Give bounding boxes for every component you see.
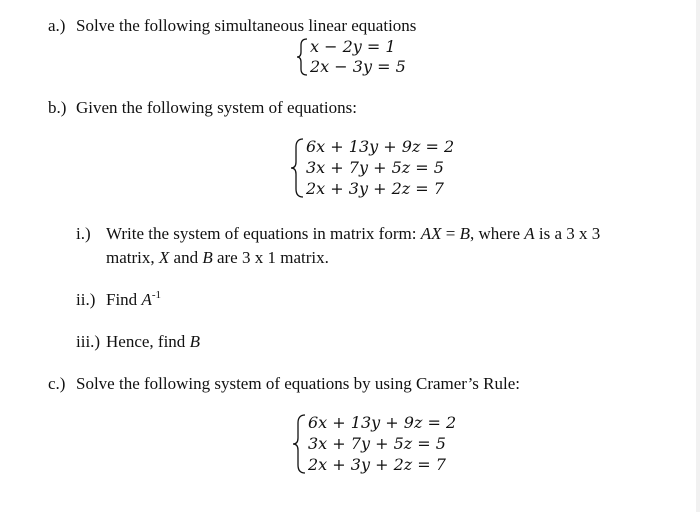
equation-line: 3x + 7y + 5z = 5 <box>306 158 444 177</box>
part-a-text: Solve the following simultaneous linear equations <box>76 16 417 35</box>
page-edge <box>696 0 700 512</box>
part-c-equation-system <box>292 412 462 476</box>
part-a-equation-system <box>296 36 436 78</box>
sub-iii-text: Hence, find B <box>106 332 200 351</box>
brace-icon <box>292 412 308 476</box>
part-b-label: b.) <box>48 98 67 117</box>
brace-icon <box>296 36 310 78</box>
part-b-text: Given the following system of equations: <box>76 98 357 117</box>
equation-line: 6x + 13y + 9z = 2 <box>308 413 457 432</box>
sub-i-label: i.) <box>76 224 91 243</box>
sub-ii-label: ii.) <box>76 290 96 309</box>
sub-iii-label: iii.) <box>76 332 101 351</box>
part-c-label: c.) <box>48 374 66 393</box>
equation-line: x − 2y = 1 <box>310 37 396 56</box>
part-c-text: Solve the following system of equations by using Cramer’s Rule: <box>76 374 521 393</box>
equation-line: 2x + 3y + 2z = 7 <box>306 179 444 198</box>
equation-line: 3x + 7y + 5z = 5 <box>308 434 446 453</box>
equation-line: 6x + 13y + 9z = 2 <box>306 137 455 156</box>
part-b-equation-system <box>290 136 460 200</box>
brace-icon <box>290 136 306 200</box>
sub-ii-text: Find $A^{-1}$ <box>106 289 161 309</box>
equation-line: 2x − 3y = 5 <box>310 57 406 76</box>
sub-i-line-2: matrix, X and B are 3 x 1 matrix. <box>106 248 329 267</box>
sub-i-line-1: Write the system of equations in matrix form: AX = B, where A is a 3 x 3 <box>106 224 601 243</box>
part-a-label: a.) <box>48 16 66 35</box>
equation-line: 2x + 3y + 2z = 7 <box>308 455 446 474</box>
